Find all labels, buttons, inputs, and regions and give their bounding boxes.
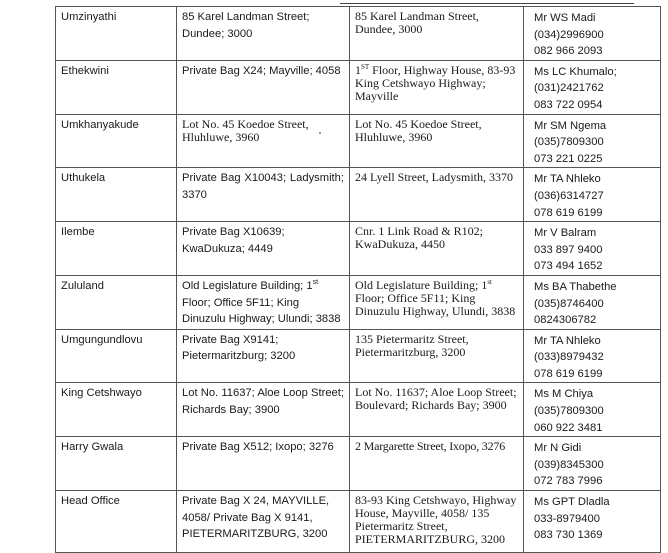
physical-address-cell xyxy=(350,275,524,329)
contact-name: Mr V Balram xyxy=(534,227,597,240)
postal-address-cell xyxy=(177,275,350,329)
contact-phone: 033-8979400 xyxy=(534,512,600,525)
physical-address-cell: 135 Pietermaritz Street, Pietermaritzburg, 3200 xyxy=(350,329,524,383)
table-row xyxy=(56,222,661,276)
physical-address-cell: Lot No. 45 Koedoe Street, Hluhluwe, 3960 xyxy=(350,114,524,168)
contact-mobile: 083 730 1369 xyxy=(534,529,603,542)
contact-name: Ms BA Thabethe xyxy=(534,280,617,293)
contact-name: Mr TA Nhleko xyxy=(534,173,601,186)
contact-mobile: 078 619 6199 xyxy=(534,206,603,219)
physical-address-cell: Lot No. 11637; Aloe Loop Street; Boulevard; Richards Bay; 3900 xyxy=(350,383,524,437)
contact-mobile: 073 221 0225 xyxy=(534,152,603,165)
contact-phone: (035)8746400 xyxy=(534,297,604,310)
contact-name: Mr SM Ngema xyxy=(534,119,607,132)
contact-phone: (035)7809300 xyxy=(534,136,604,149)
contact-cell xyxy=(524,383,661,437)
district-cell: Zululand xyxy=(56,275,177,329)
contact-phone: 033 897 9400 xyxy=(534,243,603,256)
physical-address-text: Old Legislature Building; 1 xyxy=(355,277,488,292)
table-row xyxy=(56,168,661,222)
table-row xyxy=(56,329,661,383)
physical-address-cell xyxy=(350,60,524,114)
ordinal-superscript: ST xyxy=(361,62,370,71)
table-row xyxy=(56,437,661,491)
contact-cell xyxy=(524,168,661,222)
postal-address-cell: Private Bag X10639; KwaDukuza; 4449 xyxy=(177,222,350,276)
physical-address-cell: 24 Lyell Street, Ladysmith, 3370 xyxy=(350,168,524,222)
contact-mobile: 078 619 6199 xyxy=(534,367,603,380)
physical-address-text: Floor; Office 5F11; King Dinuzulu Highway, Ulundi, 3838 xyxy=(355,290,516,318)
postal-address-cell: Private Bag X24; Mayville; 4058 xyxy=(177,60,350,114)
top-rule-divider xyxy=(340,3,634,4)
contact-phone: (036)6314727 xyxy=(534,189,604,202)
contact-phone: (035)7809300 xyxy=(534,405,604,418)
postal-address-cell: 85 Karel Landman Street; Dundee; 3000 xyxy=(177,7,350,61)
postal-address-cell: Private Bag X512; Ixopo; 3276 xyxy=(177,437,350,491)
contact-mobile: 082 966 2093 xyxy=(534,45,603,58)
table-row xyxy=(56,60,661,114)
contact-name: Ms M Chiya xyxy=(534,388,594,401)
district-cell: Umgungundlovu xyxy=(56,329,177,383)
contact-name: Mr N Gidi xyxy=(534,442,582,455)
contact-phone: (034)2996900 xyxy=(534,28,604,41)
district-cell: Uthukela xyxy=(56,168,177,222)
contact-name: Ms GPT Dladla xyxy=(534,496,610,509)
contact-name: Ms LC Khumalo; xyxy=(534,65,617,78)
contact-cell xyxy=(524,491,661,553)
physical-address-cell: 85 Karel Landman Street, Dundee, 3000 xyxy=(350,7,524,61)
physical-address-cell: 83-93 King Cetshwayo, Highway House, Mayville, 4058/ 135 Pietermaritz Street, PIETERMARITZBURG, 3200 xyxy=(350,491,524,553)
contact-cell xyxy=(524,329,661,383)
table-row xyxy=(56,7,661,61)
ordinal-superscript: st xyxy=(312,278,319,286)
table-row xyxy=(56,114,661,168)
physical-address-cell: 2 Margarette Street, Ixopo, 3276 xyxy=(350,437,524,491)
contact-name: Mr TA Nhleko xyxy=(534,334,601,347)
postal-address-text: Floor; Office 5F11; King Dinuzulu Highway; Ulundi; 3838 xyxy=(182,296,341,326)
district-offices-table xyxy=(55,6,661,553)
postal-address-cell: Lot No. 11637; Aloe Loop Street; Richards Bay; 3900 xyxy=(177,383,350,437)
physical-address-text: 1 xyxy=(355,62,361,77)
ordinal-superscript: st xyxy=(487,277,492,286)
district-cell: Ilembe xyxy=(56,222,177,276)
contact-mobile: 083 722 0954 xyxy=(534,98,603,111)
postal-address-text: Old Legislature Building; 1 xyxy=(182,279,313,292)
district-cell: King Cetshwayo xyxy=(56,383,177,437)
contact-mobile: 0824306782 xyxy=(534,314,597,327)
contact-cell xyxy=(524,7,661,61)
physical-address-cell: Cnr. 1 Link Road & R102; KwaDukuza, 4450 xyxy=(350,222,524,276)
table-row xyxy=(56,491,661,553)
contact-name: Mr WS Madi xyxy=(534,12,596,24)
postal-address-cell: Lot No. 45 Koedoe Street, Hluhluwe, 3960 xyxy=(177,114,350,168)
district-cell: Harry Gwala xyxy=(56,437,177,491)
contact-mobile: 073 494 1652 xyxy=(534,260,603,273)
contact-phone: (031)2421762 xyxy=(534,82,604,95)
contact-phone: (033)8979432 xyxy=(534,351,604,364)
contact-cell xyxy=(524,222,661,276)
postal-address-cell: Private Bag X 24, MAYVILLE, 4058/ Private Bag X 9141, PIETERMARITZBURG, 3200 xyxy=(177,491,350,553)
physical-address-text: Floor, Highway House, 83-93 King Cetshwayo Highway; Mayville xyxy=(355,62,516,103)
postal-address-cell: Private Bag X10043; Ladysmith; 3370 xyxy=(177,168,350,222)
district-cell: Umkhanyakude xyxy=(56,114,177,168)
contact-mobile: 060 922 3481 xyxy=(534,421,603,434)
contact-cell xyxy=(524,60,661,114)
contact-cell xyxy=(524,437,661,491)
district-cell: Ethekwini xyxy=(56,60,177,114)
table-row xyxy=(56,383,661,437)
contact-cell xyxy=(524,114,661,168)
district-cell: Head Office xyxy=(56,491,177,553)
district-cell: Umzinyathi xyxy=(56,7,177,61)
contact-phone: (039)8345300 xyxy=(534,458,604,471)
table-row xyxy=(56,275,661,329)
contact-mobile: 072 783 7996 xyxy=(534,475,603,488)
postal-address-cell: Private Bag X9141; Pietermaritzburg; 3200 xyxy=(177,329,350,383)
contact-cell xyxy=(524,275,661,329)
